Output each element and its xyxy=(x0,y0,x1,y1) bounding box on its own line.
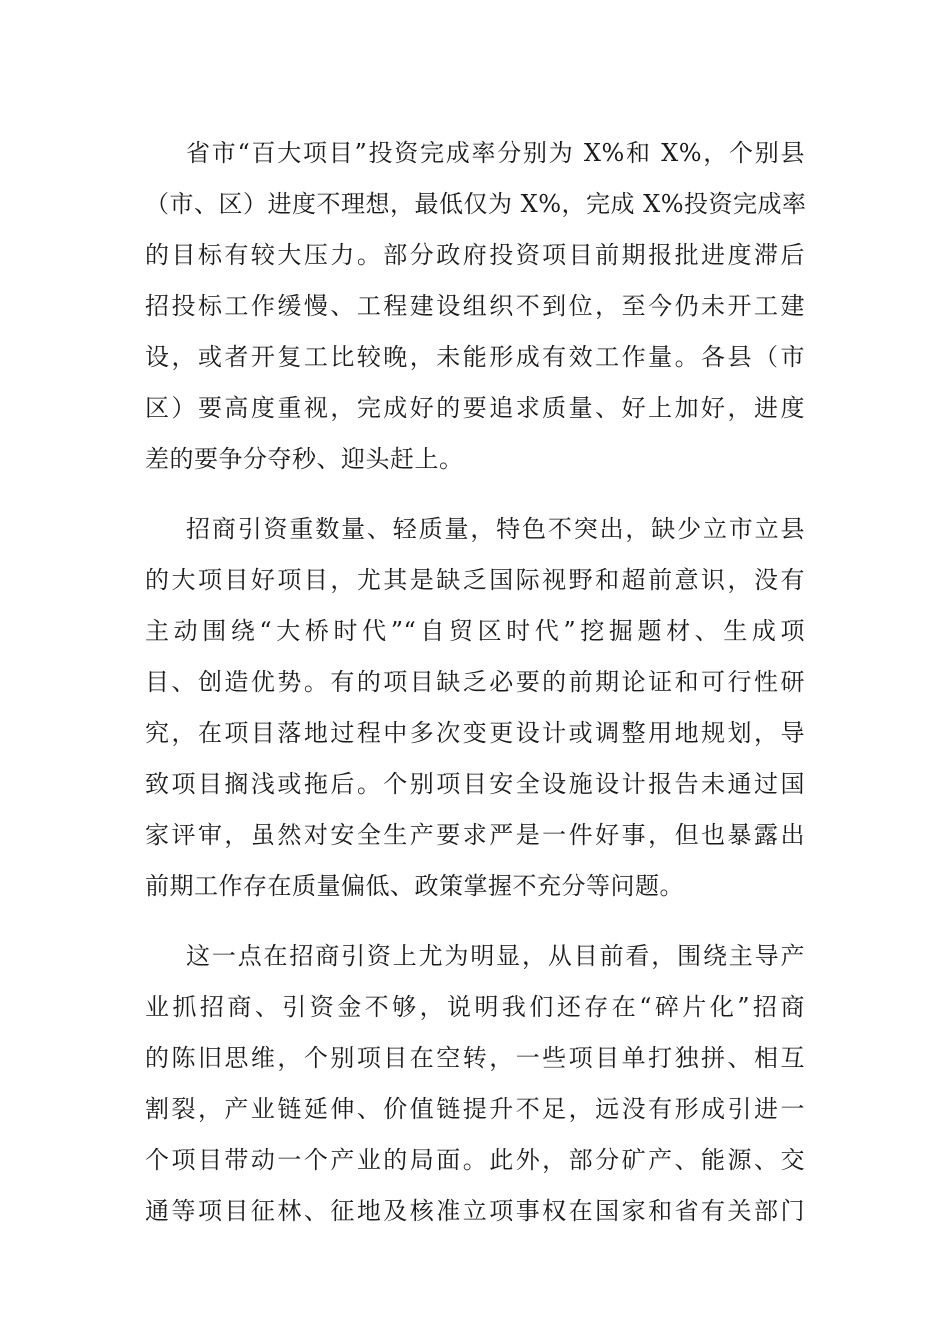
text-line: 的陈旧思维，个别项目在空转，一些项目单打独拼、相互 xyxy=(145,1044,805,1072)
paragraph-3 xyxy=(145,931,805,1237)
text-line: 主动围绕“大桥时代”“自贸区时代”挖掘题材、生成项 xyxy=(145,617,805,645)
text-line: 前期工作存在质量偏低、政策掌握不充分等问题。 xyxy=(145,872,684,900)
text-line: 差的要争分夺秒、迎头赶上。 xyxy=(145,445,464,473)
text-line: 究，在项目落地过程中多次变更设计或调整用地规划，导 xyxy=(145,719,805,747)
text-line: 家评审，虽然对安全生产要求严是一件好事，但也暴露出 xyxy=(145,821,805,849)
text-line: 目、创造优势。有的项目缺乏必要的前期论证和可行性研 xyxy=(145,668,805,696)
text-line: 业抓招商、引资金不够，说明我们还存在“碎片化”招商 xyxy=(145,993,805,1021)
text-line: 招商引资重数量、轻质量，特色不突出，缺少立市立县 xyxy=(186,515,805,543)
text-line: 的大项目好项目，尤其是缺乏国际视野和超前意识，没有 xyxy=(145,566,805,594)
paragraph-2 xyxy=(145,504,805,912)
text-line: 通等项目征林、征地及核准立项事权在国家和省有关部门 xyxy=(145,1197,805,1225)
paragraph-1 xyxy=(145,128,805,485)
text-line: 这一点在招商引资上尤为明显，从目前看，围绕主导产 xyxy=(186,942,805,970)
text-line: 设，或者开复工比较晚，未能形成有效工作量。各县（市 xyxy=(145,343,805,371)
document-body xyxy=(145,128,805,1256)
text-line: 致项目搁浅或拖后。个别项目安全设施设计报告未通过国 xyxy=(145,770,805,798)
text-line: 的目标有较大压力。部分政府投资项目前期报批进度滞后 xyxy=(145,241,805,269)
text-line: 招投标工作缓慢、工程建设组织不到位，至今仍未开工建 xyxy=(145,292,805,320)
text-line: 省市“百大项目”投资完成率分别为 X%和 X%，个别县 xyxy=(186,139,805,167)
text-line: 割裂，产业链延伸、价值链提升不足，远没有形成引进一 xyxy=(145,1095,805,1123)
text-line: 个项目带动一个产业的局面。此外，部分矿产、能源、交 xyxy=(145,1146,805,1174)
text-line: 区）要高度重视，完成好的要追求质量、好上加好，进度 xyxy=(145,394,805,422)
text-line: （市、区）进度不理想，最低仅为 X%，完成 X%投资完成率 xyxy=(145,190,807,218)
